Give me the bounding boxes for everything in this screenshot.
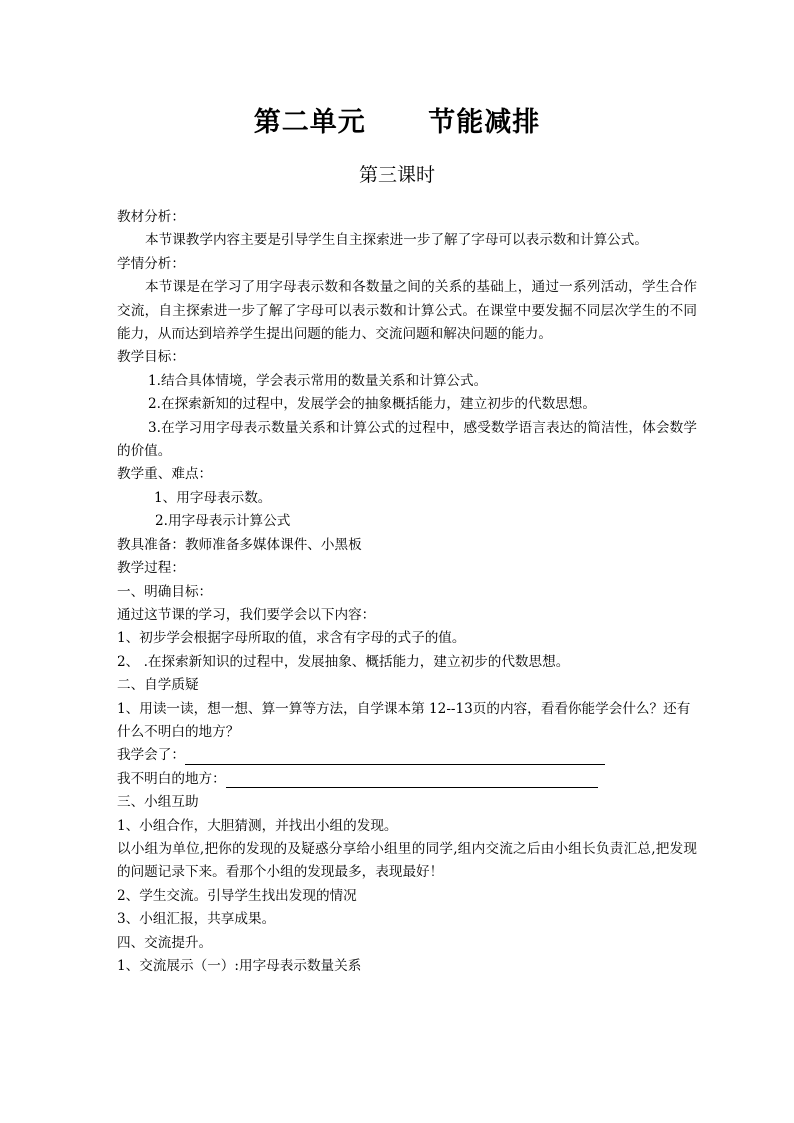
unclear-row — [117, 768, 697, 791]
part2-item: 1、用读一读，想一想、算一算等方法，自学课本第 12--13页的内容，看看你能学会什么？还有什么不明白的地方？ — [117, 700, 691, 740]
unclear-blank — [226, 771, 598, 788]
part2-heading: 二、自学质疑 — [117, 677, 199, 694]
teaching-prep: 教具准备：教师准备多媒体课件、小黑板 — [117, 536, 362, 553]
learned-label: 我学会了： — [117, 747, 185, 764]
page-subtitle: 第三课时 — [358, 164, 435, 186]
goal-item: 2.在探索新知的过程中，发展学会的抽象概括能力，建立初步的代数思想。 — [148, 396, 596, 413]
page-title: 第二单元 节能减排 — [253, 107, 541, 138]
part3-item: 1、小组合作，大胆猜测，并找出小组的发现。 — [117, 817, 398, 834]
goal-item: 1.结合具体情境，学会表示常用的数量关系和计算公式。 — [148, 372, 488, 389]
key-point-item: 1、用字母表示数。 — [154, 489, 272, 506]
student-text: 本节课是在学习了用字母表示数和各数量之间的关系的基础上，通过一系列活动，学生合作交流，自主探索进一步了解了字母可以表示数和计算公式。在课堂中要发掘不同层次学生的不同能力，从而达到培养学生提出问题的能力、交流问题和解决问题的能力。 — [117, 279, 697, 343]
material-text: 本节课教学内容主要是引导学生自主探索进一步了解了字母可以表示数和计算公式。 — [145, 232, 648, 249]
part4-heading: 四、交流提升。 — [117, 934, 213, 951]
material-heading: 教材分析： — [117, 209, 185, 225]
learned-blank — [185, 748, 605, 765]
document-body — [117, 206, 697, 978]
key-point-item: 2.用字母表示计算公式 — [155, 513, 291, 530]
key-heading: 教学重、难点： — [117, 466, 213, 483]
unclear-label: 我不明白的地方： — [117, 770, 226, 787]
learned-row — [117, 744, 697, 767]
part1-item: 1、初步学会根据字母所取的值，求含有字母的式子的值。 — [117, 630, 466, 647]
student-heading: 学情分析： — [117, 255, 185, 272]
goals-heading: 教学目标： — [117, 349, 185, 366]
part1-intro: 通过这节课的学习，我们要学会以下内容： — [117, 606, 376, 623]
process-heading: 教学过程： — [117, 560, 185, 577]
part3-item: 2、学生交流。引导学生找出发现的情况 — [117, 887, 357, 904]
part3-item: 3、小组汇报，共享成果。 — [117, 911, 276, 928]
goal-item: 3.在学习用字母表示数量关系和计算公式的过程中，感受数学语言表达的简洁性，体会数学的价值。 — [117, 419, 697, 460]
part1-item: 2、 .在探索新知识的过程中，发展抽象、概括能力，建立初步的代数思想。 — [117, 653, 570, 670]
part3-heading: 三、小组互助 — [117, 794, 199, 811]
part1-heading: 一、明确目标： — [117, 583, 213, 600]
part3-text: 以小组为单位,把你的发现的及疑惑分享给小组里的同学,组内交流之后由小组长负责汇总,把发现的问题记录下来。看那个小组的发现最多，表现最好！ — [117, 840, 697, 881]
part4-item: 1、交流展示（一）:用字母表示数量关系 — [117, 958, 362, 974]
